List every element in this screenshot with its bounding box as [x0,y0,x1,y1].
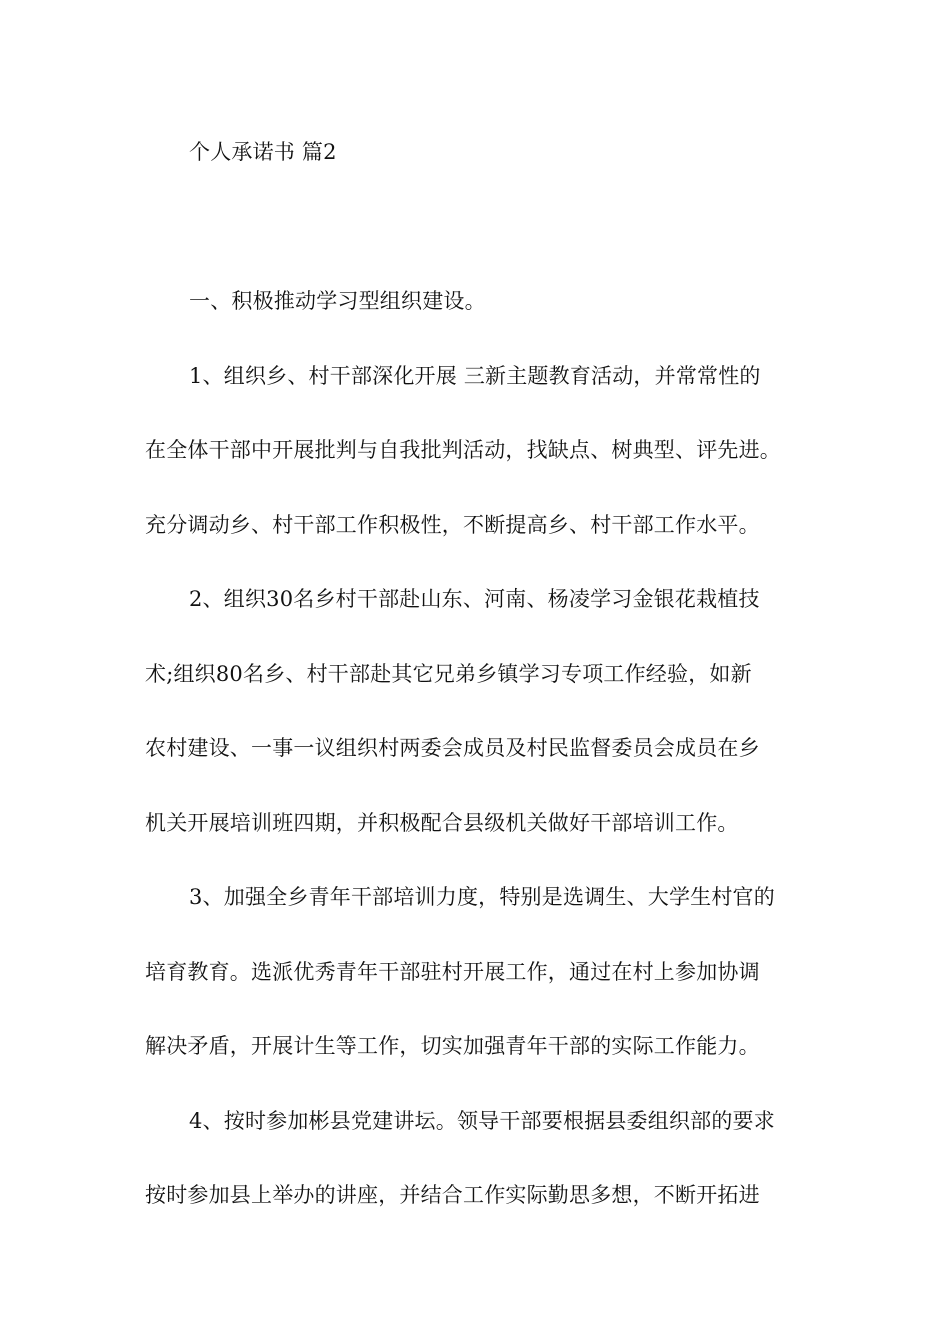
paragraph-line: 解决矛盾，开展计生等工作，切实加强青年干部的实际工作能力。 [145,1034,760,1058]
paragraph-line: 1、组织乡、村干部深化开展 三新主题教育活动，并常常性的 [189,364,761,388]
paragraph-line: 在全体干部中开展批判与自我批判活动，找缺点、树典型、评先进。 [145,438,781,462]
paragraph-line: 农村建设、一事一议组织村两委会成员及村民监督委员会成员在乡 [145,736,760,760]
paragraph-line: 按时参加县上举办的讲座，并结合工作实际勤思多想，不断开拓进 [145,1183,760,1207]
paragraph-line: 术;组织80名乡、村干部赴其它兄弟乡镇学习专项工作经验，如新 [145,662,752,686]
paragraph-line: 4、按时参加彬县党建讲坛。领导干部要根据县委组织部的要求 [189,1109,775,1133]
paragraph-line: 3、加强全乡青年干部培训力度，特别是选调生、大学生村官的 [189,885,775,909]
paragraph-line: 充分调动乡、村干部工作积极性，不断提高乡、村干部工作水平。 [145,513,760,537]
document-title: 个人承诺书 篇2 [189,140,337,164]
section-heading: 一、积极推动学习型组织建设。 [189,289,486,313]
paragraph-line: 机关开展培训班四期，并积极配合县级机关做好干部培训工作。 [145,811,739,835]
paragraph-line: 培育教育。选派优秀青年干部驻村开展工作，通过在村上参加协调 [145,960,760,984]
paragraph-line: 2、组织30名乡村干部赴山东、河南、杨凌学习金银花栽植技 [189,587,760,611]
